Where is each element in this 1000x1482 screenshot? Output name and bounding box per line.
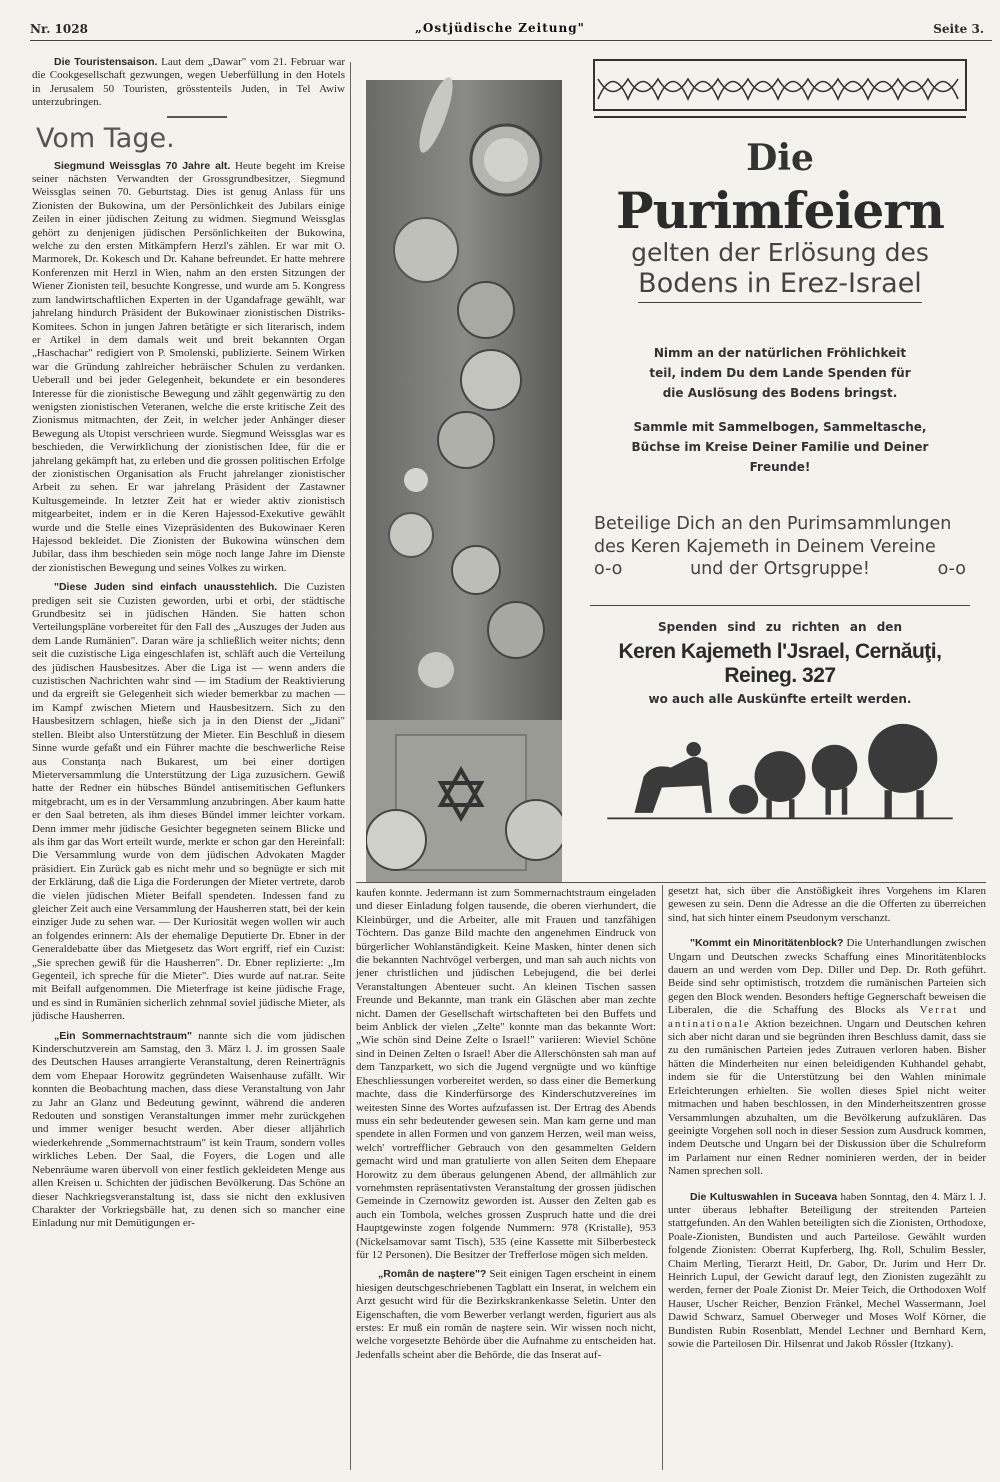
- masthead: „Ostjüdische Zeitung": [415, 21, 585, 35]
- article-roman-de-nastere: [356, 1268, 656, 1362]
- ad-ortsgruppe: und der Ortsgruppe!: [690, 559, 870, 579]
- article-minoritaetenblock: [668, 937, 986, 1178]
- article-text: nannte sich die vom jüdischen Kinderschutzverein am Samstag, den 3. März l. J. im grossen Saale des Deutschen Hauses arrangierte Veranstaltung, deren Reinerträgnis dem vom Ehepaar Horowitz gegründeten Waisenhause zufällt. Wir konnten die Beobachtung machen, dass diese Veranstaltung von Jahr zu Jahr an Glanz und Bedeutung gewinnt, während die anderen Redouten und sonstigen Veranstaltungen immer mehr zurückgehen und immer weniger besucht werden. Aber dieser alljährlich wiederkehrende „Sommernachtstraum" ist kein Traum, sondern volles wirkliches Leben. Der Saal, die Foyers, die Logen und alle Nebenräume waren übervoll von einer festlich gekleideten Menge aus allen Kreisen u. Schichten der jüdischen Bevölkerung. Das Schöne an dieser Nachkriegsveranstaltung ist, dass sie nicht den exklusiven Charakter der Vorkriegsbälle hat, zu denen sich so mancher eine Einladung nur mit Demütigungen er-: [32, 1029, 345, 1230]
- ad-sammle-text: Sammle mit Sammelbogen, Sammeltasche, Büchse im Kreise Deiner Familie und Deiner Freunde!: [631, 420, 929, 474]
- ad-nimm-text: Nimm an der natürlichen Fröhlichkeit teil, indem Du dem Lande Spenden für die Auslösung des Bodens bringst.: [649, 346, 911, 400]
- ad-title: Purimfeiern: [615, 181, 944, 240]
- left-column: [32, 56, 345, 1237]
- ad-auskunft-text: wo auch alle Auskünfte erteilt werden.: [648, 692, 912, 706]
- ornamental-border: [593, 59, 967, 121]
- ad-ornament: o-o: [594, 559, 623, 579]
- right-column: [668, 885, 986, 1357]
- article-touristensaison: [32, 56, 345, 110]
- article-lead: "Diese Juden sind einfach unausstehlich.: [54, 581, 278, 594]
- ad-divider: [590, 605, 970, 606]
- ad-beteilige-text: Beteilige Dich an den Purimsammlungen des Keren Kajemeth in Deinem Vereine: [594, 514, 952, 557]
- page-header: [30, 22, 988, 42]
- ad-subtitle-1: gelten der Erlösung des: [631, 238, 929, 267]
- section-divider: [356, 882, 986, 883]
- divider: [167, 116, 227, 118]
- article-lead: Die Kultuswahlen in Suceava: [690, 1190, 838, 1203]
- article-roman-continued: gesetzt hat, sich über die Anstößigkeit ihres Vorgehens im Klaren gewesen zu sein. Denn die Adresse an die die Offerten zu überreichen sind, hat sich hinter einem Pseudonym verschanzt.: [668, 885, 986, 924]
- ad-ornament: o-o: [937, 559, 966, 579]
- article-text: Die Cuzisten predigen seit sie Cuzisten geworden, urbi et orbi, der städtische Grundbesitz sei in jüdischen Händen. Sie hatten schon Verteilungspläne vorbereitet für den Fall des „Auszuges der Juden aus dem Lande Rumänien". Daran wäre ja schließlich weiter nichts; denn seit die cuzistische Liga eingeschlafen ist, schläft auch die Verteilung des jüdischen Hausbesitzes. Aber die Liga ist — wenn anders die cuzistischen Nachrichten wahr sind — im Stadium der Reaktivierung und da ergreift sie Gelegenheit sich wieder bemerkbar zu machen — im Kampf zwischen Mietern und Hausbesitzern. Sich zu den Hausbesitzern schlagen, hieße sich ja in den Dienst der „Jidani" stellen. Bleibt also Unterstützung der Mieter. Ein Beschluß in diesem Sinne wurde gefaßt und ein Führer machte die beschwerliche Reise aus Constanța nach Bukarest, um bei einer dortigen Mieterversammlung die Unterstützung der Liga zuzusichern. Gewiß hatte der Redner ein hübsches Bündel antisemitischen Geflunkers mitgebracht, um es in der Versammlung anzubringen. Aber kaum hatte er den Saal betreten, als ihm dieses Bündel immer leichter vorkam. Denn immer mehr jüdische Gesichter begegneten seinem Blicke und als ihm gar das Wort erteilt wurde, merkte er schon gar den Hereinfall: Die Versammlung wurde von dem jüdischen Advokaten Magder präsidiert. Ein Zurück gab es nicht mehr und so begnügte er sich mit der Erklärung, daß die Liga die Forderungen der Mieter vertrete, darob die vielen jüdischen Mieter Beifall spendeten. Indessen fand zu gleicher Zeit auch eine Versammlung der Hausherren statt, bei der kein einziger Jude zu sehen war. — Der Kuriosität wegen wollen wir auch an folgendes erinnern: Als der ehemalige Deputierte Dr. Ebner in der Generaldebatte über das Mietgesetz das Wort ergriff, rief ein Cuzist: „Sie sprechen gewiß für die Hausherren". Dr. Ebner replizierte: „Im Gegenteil, ich spreche für die Mieter". Dies wurde auf nat.rar. Seite mit Beifall aufgenommen. Die Mieterfrage ist keine jüdische Frage, und es sind in Rumänien sicherlich zehnmal soviel jüdische Mieter, als jüdische Hausherren.: [32, 581, 345, 1023]
- ad-address: Keren Kajemeth l'Jsrael, Cernăuţi, Reineg. 327: [618, 640, 942, 687]
- article-text: Laut dem „Dawar" vom 21. Februar war die Cookgesellschaft gezwungen, wegen Ueberfüllung in den Hotels in Jerusalem 50 Touristen, grösstenteils Juden, in Tel Awiw unterzubringen.: [32, 56, 345, 109]
- article-sommernachtstraum: [32, 1030, 345, 1231]
- purim-advertisement: [590, 55, 970, 885]
- article-text: Aktion bezeichnen. Ungarn und Deutschen kehren sich aber nicht daran und sie begründen ihren Beschluss damit, dass sie zu den rumänischen Parteien jedes Zutrauen verloren haben. Bisher hätten die Minderheiten nur einen beleidigenden Kuhhandel gehabt, indem sie für die Unterstützung bei den Wahlen minimale Erleichterungen erhielten. Sie wollen dieses Spiel nicht weiter mitmachen und haben beschlossen, in den Minderheitszentren grosse Versammlungen abzuhalten, um die Bevölkerung aufzuklären. Das geeinigte Vorgehen soll noch in dieser Session zum Ausdruck kommen, indem Deutsche und Ungarn bei der Diskussion über die Schulreform im Parlament nur einen Redner nominieren werden, der in beider Namen sprechen soll.: [668, 1017, 986, 1178]
- article-lead: "Kommt ein Minoritätenblock?: [690, 937, 844, 950]
- article-lead: Die Touristensaison.: [54, 56, 158, 68]
- ad-ortsgruppe-line: [590, 559, 970, 579]
- ad-subtitle-2: Bodens in Erez-Israel: [638, 268, 922, 303]
- article-lead: „Român de naştere"?: [378, 1268, 487, 1281]
- article-kultuswahlen: [668, 1191, 986, 1352]
- ad-die: Die: [746, 137, 814, 179]
- collection-boxes-photo: [366, 70, 562, 882]
- article-weissglas: [32, 160, 345, 576]
- article-lead: „Ein Sommernachtstraum": [54, 1029, 192, 1042]
- header-rule: [30, 40, 992, 41]
- column-divider: [350, 62, 351, 1470]
- caravan-illustration: [590, 722, 970, 822]
- ad-spenden-text: Spenden sind zu richten an den: [657, 620, 902, 634]
- article-cuzisten: [32, 581, 345, 1023]
- section-heading: Vom Tage.: [36, 122, 175, 154]
- article-text: Seit einigen Tagen erscheint in einem hiesigen deutschgeschriebenen Tagblatt ein Inserat, in welchem ein Arzt gesucht wird für die Bezirkskrankenkasse Seletin. Unter den Eigenschaften, die vom Bewerber verlangt werden, figuriert aus als erstes: Er muß ein român de naştere sein. Wir wissen noch nicht, welche vorgesetzte Behörde über die Aufnahme zu entscheiden hat. Jedenfalls scheint aber die Behörde, die das Inserat auf-: [356, 1268, 656, 1361]
- issue-number: Nr. 1028: [30, 22, 88, 36]
- emphasis: antinationale: [668, 1017, 751, 1030]
- article-text: und: [958, 1004, 987, 1017]
- middle-column: [356, 887, 656, 1368]
- emphasis: Verrat: [919, 1004, 959, 1017]
- article-sommernachtstraum-continued: kaufen konnte. Jedermann ist zum Sommernachtstraum eingeladen und dieser Einladung folgen tausende, die oberen vierhundert, die Kleinbürger, und die Arbeiter, alle mit Frauen und tanzfähigen Töchtern. Das ganze Bild machte den angenehmen Eindruck von bürgerlicher Wohlanständigkeit. Keine Masken, hinter denen sich die bekannten Nachtvögel verbergen, und man sah auch nichts von jener christlichen und jüdischen Lebejugend, die bei derlei Veranstaltungen Abenteuer sucht. An kleinen Tischen sassen Freunde und Bekannte, man trank ein Gläschen aber man zechte nicht. Damen der Gesellschaft wirtschafteten bei den Buffets und beim Anblick der vielen „Zelte" konnte man das bekannte Wort: „Wie schön sind Deine Zelte o Israel!" variieren: Wieviel Schöne sind in Deinen Zelten o Israel! Aber die Allerschönsten sah man auf dem Tanzparkett, wo sich die Jugend vergnügte und wo künftige Eheschliessungen vorbereitet werden, so dass einer die Bemerkung machte, dass die Kinderfürsorge des Kinderschutzvereines im weitesten Sinne des Wortes aufzufassen ist. Der Ertrag des Abends muss ein sehr bedeutender gewesen sein. Man kam gerne und man spendete in allen Formen und von ganzem Herzen, weil man weiss, welch' vortrefflicher Gebrauch von den gesammelten Geldern gemacht wird und man gratulierte von allen Seiten dem Ehepaare Horowitz zu dem überaus gelungenen Abend, der allmählich zur vornehmsten repräsentativsten Veranstaltung der grossen jüdischen Gemeinde in Czernowitz geworden ist. Ausser den Zelten gab es auch ein Tombola, welches grossen Zuspruch hatte und die drei Hauptgewinste zogen folgende Nummern: 978 (Kristalle), 953 (Nickelsamovar samt Tisch), 535 (eine Kassette mit Silberbesteck für 12 Personen). Die Besitzer der Trefferlose mögen sich melden.: [356, 887, 656, 1261]
- article-text: Die Unterhandlungen zwischen Ungarn und Deutschen zwecks Schaffung eines Minoritätenblocks dauern an und werden vom Dep. Diller und Dep. Dr. Roth geführt. Beide sind sehr optimistisch, trotzdem die rumänischen Parteien sich gegen den Block wenden. Besonders heftige Gegnerschaft beweisen die Liberalen, die die Schaffung des Blocks als: [668, 937, 986, 1017]
- article-lead: Siegmund Weissglas 70 Jahre alt.: [54, 159, 231, 172]
- page-number: Seite 3.: [933, 22, 984, 36]
- article-text: haben Sonntag, den 4. März l. J. unter überaus lebhafter Beteiligung der streitenden Parteien stattgefunden. An den Wahlen beteiligten sich die Zionisten, Orthodoxe, Poale-Zionisten, Bundisten und auch Parteilose. Gewählt wurden folgende Zionisten: Oberrat Kupferberg, Ihg. Roll, Schulim Bessler, Chaim Merling, Tierarzt Heitl, Dr. Gabor, Dr. Jurim und Herr Dr. Heinrich Lupul, der Gewicht darauf legt, den Zionisten zugezählt zu werden, ferner der Poale Zionist Dr. Meier Teich, die Orthodoxen Wolf Hauser, Uscher Reicher, Benzion Fränkel, Mechel Wassermann, Joel Dawid Schwarz, Samuel Oberweger und Moses Wolf Körner, die Bundisten Rubin Rosenblatt, Mendel Lechner und Bernhard Kern, sowie die Parteilosen Dir. Hilsenrat und Jakob Rössler (Itzkany).: [668, 1190, 986, 1350]
- column-divider: [662, 885, 663, 1470]
- article-text: Heute begeht im Kreise seiner nächsten Verwandten der Grossgrundbesitzer, Siegmund Weissglas seinen 70. Geburtstag. Dies ist genug Anlass für uns Zionisten der Bukowina, um der Persönlichkeit des Jubilars einige Zeilen in einer jüdischen Zeitung zu widmen. Siegmund Weissglas gehört zu denjenigen jüdischen Persönlichkeiten der Bukowina, welche zu den ersten Mitkämpfern Herzl's zählen. Er war mit O. Marmorek, Dr. Kokesch und Dr. Kahane befreundet. Er hatte mehrere Konferenzen mit Herzl in Wien, nahm an den ersten Sitzungen der Wiener Zionisten teil, besuchte Kongresse, und wurde am 5. Kongress zum landwirtschaftlichen Experten in der Ugandafrage gewählt, war jahrelang hindurch Präsident der Bukowinaer zionistischen Distriks-Komitees. Schon in jungen Jahren betätigte er sich literarisch, indem er Artikel in dem damals weit und breit bekannten Organ „Haschachar" redigiert von P. Smolenski, publizierte. Seinem Wirken war die Gründung zahlreicher hebräischer Schulen zu verdanken. Ueberall und bei jeder Gelegenheit, bekundete er ein besonderes Interesse für die zionistische Bewegung und zählt gegenwärtig zu den wenigsten zionistischen Veteranen, welche die erste kritische Zeit des Zionismus mitmachten, der Zeit, in welcher jeder Anhänger dieser Bewegung als Utopist verschrieen wurde. Siegmund Weissglas war es beschieden, die Verwirklichung der zionistischen Idee, für die er jahrelang gekämpft hat, zu erleben und die grossen politischen Erfolge der zionistischen Organisation als Frucht jahrelanger zionistischer Arbeit zu sehen. Er war jahrelang Präsident der Zastawner Kultusgemeinde. In letzter Zeit hat er wieder aktiv zionistisch mitgearbeitet, indem er in die Keren Hajessod-Exekutive gewählt wurde und die Stelle eines Vizepräsidenten des Bukowinaer Keren Hajessod bekleidet. Die Zionisten der Bukowina wünschen dem Jubilar, dass ihm beschieden sein möge noch lange Jahre im Dienste der zionistischen Bewegung und seines Volkes zu wirken.: [32, 159, 345, 574]
